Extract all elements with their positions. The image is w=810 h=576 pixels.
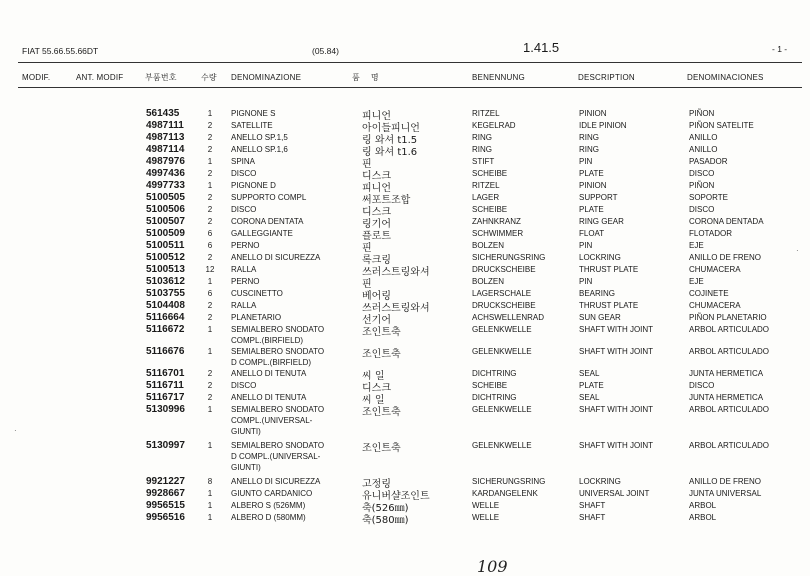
part-number: 5116711 [146, 380, 184, 391]
german-name: KEGELRAD [472, 121, 516, 130]
italian-name: SPINA [231, 157, 256, 166]
german-name: BOLZEN [472, 241, 505, 250]
english-description: SEAL [579, 369, 600, 378]
english-description: LOCKRING [579, 477, 621, 486]
english-description: UNIVERSAL JOINT [579, 489, 650, 498]
german-name: BOLZEN [472, 277, 505, 286]
header-rule [18, 62, 802, 63]
italian-name: COMPL.(BIRFIELD) [231, 336, 304, 345]
spanish-name: JUNTA HERMETICA [689, 369, 764, 378]
quantity: 2 [207, 253, 213, 262]
quantity: 1 [207, 277, 213, 286]
korean-name: 고정링 [362, 479, 391, 490]
part-number: 5100512 [146, 252, 185, 263]
italian-name: ALBERO S (526MM) [231, 501, 306, 510]
quantity: 1 [207, 501, 213, 510]
korean-name: 조인트축 [362, 349, 401, 360]
korean-name: 축(580㎜) [362, 515, 409, 526]
spanish-name: ARBOL [689, 501, 717, 510]
english-description: SUPPORT [579, 193, 618, 202]
german-name: DRUCKSCHEIBE [472, 301, 536, 310]
english-description: PIN [579, 241, 593, 250]
col-modif: MODIF. [22, 73, 51, 82]
spanish-name: ARBOL ARTICULADO [689, 347, 770, 356]
english-description: SHAFT WITH JOINT [579, 441, 654, 450]
german-name: WELLE [472, 501, 500, 510]
spanish-name: JUNTA HERMETICA [689, 393, 764, 402]
italian-name: GIUNTI) [231, 427, 261, 436]
spanish-name: DISCO [689, 205, 715, 214]
col-denominaciones: DENOMINACIONES [687, 73, 764, 82]
spanish-name: ARBOL [689, 513, 717, 522]
columns-rule [18, 87, 802, 88]
quantity: 2 [207, 193, 213, 202]
col-benennung: BENENNUNG [472, 73, 525, 82]
english-description: PLATE [579, 205, 604, 214]
italian-name: DISCO [231, 169, 257, 178]
korean-name: 씨 일 [362, 395, 385, 406]
english-description: PLATE [579, 381, 604, 390]
quantity: 1 [207, 109, 213, 118]
italian-name: DISCO [231, 205, 257, 214]
italian-name: ANELLO DI TENUTA [231, 393, 307, 402]
german-name: GELENKWELLE [472, 441, 532, 450]
english-description: RING [579, 133, 599, 142]
english-description: PIN [579, 277, 593, 286]
german-name: STIFT [472, 157, 495, 166]
italian-name: PIGNONE S [231, 109, 276, 118]
part-number: 4997436 [146, 168, 185, 179]
col-denominazione: DENOMINAZIONE [231, 73, 302, 82]
part-number: 5130997 [146, 440, 185, 451]
spanish-name: SOPORTE [689, 193, 728, 202]
italian-name: SATELLITE [231, 121, 273, 130]
german-name: LAGER [472, 193, 500, 202]
german-name: RING [472, 133, 492, 142]
italian-name: GALLEGGIANTE [231, 229, 293, 238]
quantity: 6 [207, 289, 213, 298]
korean-name: 링 와셔 t1.6 [362, 147, 418, 158]
part-number: 4987111 [146, 120, 184, 131]
korean-name: 링기어 [362, 219, 391, 230]
quantity: 2 [207, 313, 213, 322]
german-name: DICHTRING [472, 393, 517, 402]
quantity: 2 [207, 205, 213, 214]
part-number: 5100513 [146, 264, 185, 275]
quantity: 2 [207, 393, 213, 402]
italian-name: D COMPL.(UNIVERSAL- [231, 452, 321, 461]
german-name: GELENKWELLE [472, 325, 532, 334]
korean-name: 링 와셔 t1.5 [362, 135, 418, 146]
english-description: THRUST PLATE [579, 265, 639, 274]
german-name: RING [472, 145, 492, 154]
korean-name: 베어링 [362, 291, 391, 302]
spanish-name: ARBOL ARTICULADO [689, 325, 770, 334]
korean-name: 아이들피니언 [362, 123, 420, 134]
quantity: 1 [207, 441, 213, 450]
quantity: 8 [207, 477, 213, 486]
german-name: KARDANGELENK [472, 489, 538, 498]
quantity: 1 [207, 157, 213, 166]
quantity: 2 [207, 121, 213, 130]
italian-name: ANELLO DI SICUREZZA [231, 477, 321, 486]
part-number: 5100506 [146, 204, 185, 215]
english-description: SUN GEAR [579, 313, 621, 322]
korean-name: 써포트조합 [362, 195, 411, 206]
english-description: FLOAT [579, 229, 605, 238]
italian-name: GIUNTO CARDANICO [231, 489, 313, 498]
quantity: 6 [207, 241, 213, 250]
german-name: SCHEIBE [472, 169, 508, 178]
korean-name: 조인트축 [362, 407, 401, 418]
quantity: 1 [207, 181, 213, 190]
part-number: 5100511 [146, 240, 185, 251]
english-description: SHAFT [579, 513, 606, 522]
part-number: 561435 [146, 108, 180, 119]
korean-name: 쓰러스트링와셔 [362, 267, 430, 278]
quantity: 1 [207, 347, 213, 356]
quantity: 6 [207, 229, 213, 238]
quantity: 2 [207, 169, 213, 178]
date-label: (05.84) [312, 46, 339, 56]
korean-name: 피니언 [362, 111, 391, 122]
italian-name: PIGNONE D [231, 181, 276, 190]
section-number: 1.41.5 [523, 40, 560, 55]
italian-name: D COMPL.(BIRFIELD) [231, 358, 312, 367]
german-name: SICHERUNGSRING [472, 253, 546, 262]
spanish-name: PIÑON SATELITE [689, 121, 754, 130]
quantity: 2 [207, 301, 213, 310]
german-name: WELLE [472, 513, 500, 522]
part-number: 5103612 [146, 276, 185, 287]
spanish-name: ANILLO DE FRENO [689, 477, 762, 486]
english-description: PLATE [579, 169, 604, 178]
english-description: PINION [579, 181, 607, 190]
spanish-name: DISCO [689, 169, 715, 178]
spanish-name: JUNTA UNIVERSAL [689, 489, 762, 498]
part-number: 5100505 [146, 192, 185, 203]
spanish-name: EJE [689, 241, 704, 250]
english-description: PIN [579, 157, 593, 166]
english-description: LOCKRING [579, 253, 621, 262]
part-number: 5116664 [146, 312, 185, 323]
spanish-name: ANILLO [689, 133, 718, 142]
spanish-name: FLOTADOR [689, 229, 732, 238]
italian-name: CUSCINETTO [231, 289, 283, 298]
quantity: 12 [205, 265, 215, 274]
spanish-name: CHUMACERA [689, 301, 741, 310]
korean-name: 핀 [362, 159, 372, 170]
quantity: 1 [207, 489, 213, 498]
english-description: RING [579, 145, 599, 154]
part-number: 5116672 [146, 324, 185, 335]
part-number: 4997733 [146, 180, 185, 191]
korean-name: 플로트 [362, 231, 391, 242]
italian-name: ANELLO DI SICUREZZA [231, 253, 321, 262]
quantity: 1 [207, 405, 213, 414]
spanish-name: ANILLO DE FRENO [689, 253, 762, 262]
korean-name: 피니언 [362, 183, 391, 194]
german-name: SCHEIBE [472, 205, 508, 214]
quantity: 2 [207, 369, 213, 378]
quantity: 2 [207, 145, 213, 154]
english-description: SHAFT WITH JOINT [579, 325, 654, 334]
korean-name: 디스크 [362, 207, 391, 218]
korean-name: 씨 일 [362, 371, 385, 382]
korean-name: 핀 [362, 243, 372, 254]
spanish-name: CHUMACERA [689, 265, 741, 274]
german-name: SCHWIMMER [472, 229, 524, 238]
german-name: ZAHNKRANZ [472, 217, 521, 226]
spanish-name: EJE [689, 277, 704, 286]
italian-name: SEMIALBERO SNODATO [231, 347, 325, 356]
italian-name: DISCO [231, 381, 257, 390]
english-description: SEAL [579, 393, 600, 402]
part-number: 5116676 [146, 346, 185, 357]
page-number: - 1 - [772, 44, 788, 54]
italian-name: SEMIALBERO SNODATO [231, 325, 325, 334]
part-number: 5130996 [146, 404, 185, 415]
handwritten-page-number: 109 [477, 557, 508, 576]
german-name: RITZEL [472, 109, 500, 118]
korean-name: 디스크 [362, 383, 391, 394]
part-number: 4987976 [146, 156, 185, 167]
col-korean-name: 품 명 [352, 73, 379, 82]
italian-name: CORONA DENTATA [231, 217, 304, 226]
korean-name: 디스크 [362, 171, 391, 182]
part-number: 5103755 [146, 288, 185, 299]
italian-name: ANELLO DI TENUTA [231, 369, 307, 378]
spanish-name: ARBOL ARTICULADO [689, 441, 770, 450]
col-ant-modif: ANT. MODIF [76, 73, 124, 82]
italian-name: SEMIALBERO SNODATO [231, 405, 325, 414]
part-number: 4987113 [146, 132, 185, 143]
korean-name: 록크링 [362, 255, 391, 266]
english-description: SHAFT WITH JOINT [579, 347, 654, 356]
spanish-name: CORONA DENTADA [689, 217, 764, 226]
italian-name: SEMIALBERO SNODATO [231, 441, 325, 450]
part-number: 5100509 [146, 228, 185, 239]
spanish-name: DISCO [689, 381, 715, 390]
part-number: 9921227 [146, 476, 185, 487]
part-number: 9956516 [146, 512, 185, 523]
italian-name: COMPL.(UNIVERSAL- [231, 416, 313, 425]
col-part-number: 부품번호 [145, 73, 177, 82]
korean-name: 쓰러스트링와셔 [362, 303, 430, 314]
part-number: 5104408 [146, 300, 185, 311]
korean-name: 유니버샬조인트 [362, 491, 430, 502]
english-description: BEARING [579, 289, 616, 298]
german-name: DICHTRING [472, 369, 517, 378]
margin-mark: · [14, 426, 17, 435]
german-name: RITZEL [472, 181, 500, 190]
english-description: SHAFT WITH JOINT [579, 405, 654, 414]
german-name: SICHERUNGSRING [472, 477, 546, 486]
german-name: ACHSWELLENRAD [472, 313, 545, 322]
german-name: LAGERSCHALE [472, 289, 532, 298]
english-description: IDLE PINION [579, 121, 627, 130]
part-number: 9956515 [146, 500, 185, 511]
col-qty: 수량 [201, 73, 217, 82]
margin-mark: · [796, 246, 799, 255]
italian-name: RALLA [231, 265, 257, 274]
italian-name: ANELLO SP.1,5 [231, 133, 288, 142]
model-label: FIAT 55.66.55.66DT [22, 46, 99, 56]
english-description: RING GEAR [579, 217, 624, 226]
italian-name: PLANETARIO [231, 313, 282, 322]
italian-name: RALLA [231, 301, 257, 310]
spanish-name: PIÑON [689, 181, 715, 190]
part-number: 9928667 [146, 488, 185, 499]
spanish-name: ARBOL ARTICULADO [689, 405, 770, 414]
quantity: 2 [207, 133, 213, 142]
english-description: PINION [579, 109, 607, 118]
korean-name: 조인트축 [362, 443, 401, 454]
spanish-name: PASADOR [689, 157, 728, 166]
italian-name: ALBERO D (580MM) [231, 513, 306, 522]
korean-name: 선기어 [362, 315, 391, 326]
col-description: DESCRIPTION [578, 73, 635, 82]
italian-name: GIUNTI) [231, 463, 261, 472]
german-name: SCHEIBE [472, 381, 508, 390]
german-name: DRUCKSCHEIBE [472, 265, 536, 274]
korean-name: 조인트축 [362, 327, 401, 338]
part-number: 5100507 [146, 216, 185, 227]
spanish-name: ANILLO [689, 145, 718, 154]
italian-name: ANELLO SP.1,6 [231, 145, 288, 154]
italian-name: PERNO [231, 241, 260, 250]
part-number: 4987114 [146, 144, 185, 155]
german-name: GELENKWELLE [472, 405, 532, 414]
quantity: 2 [207, 381, 213, 390]
italian-name: PERNO [231, 277, 260, 286]
quantity: 1 [207, 325, 213, 334]
italian-name: SUPPORTO COMPL [231, 193, 307, 202]
english-description: SHAFT [579, 501, 606, 510]
spanish-name: PIÑON PLANETARIO [689, 313, 767, 322]
english-description: THRUST PLATE [579, 301, 639, 310]
korean-name: 축(526㎜) [362, 503, 409, 514]
part-number: 5116701 [146, 368, 185, 379]
german-name: GELENKWELLE [472, 347, 532, 356]
spanish-name: COJINETE [689, 289, 729, 298]
quantity: 1 [207, 513, 213, 522]
part-number: 5116717 [146, 392, 185, 403]
quantity: 2 [207, 217, 213, 226]
korean-name: 핀 [362, 279, 372, 290]
spanish-name: PIÑON [689, 109, 715, 118]
